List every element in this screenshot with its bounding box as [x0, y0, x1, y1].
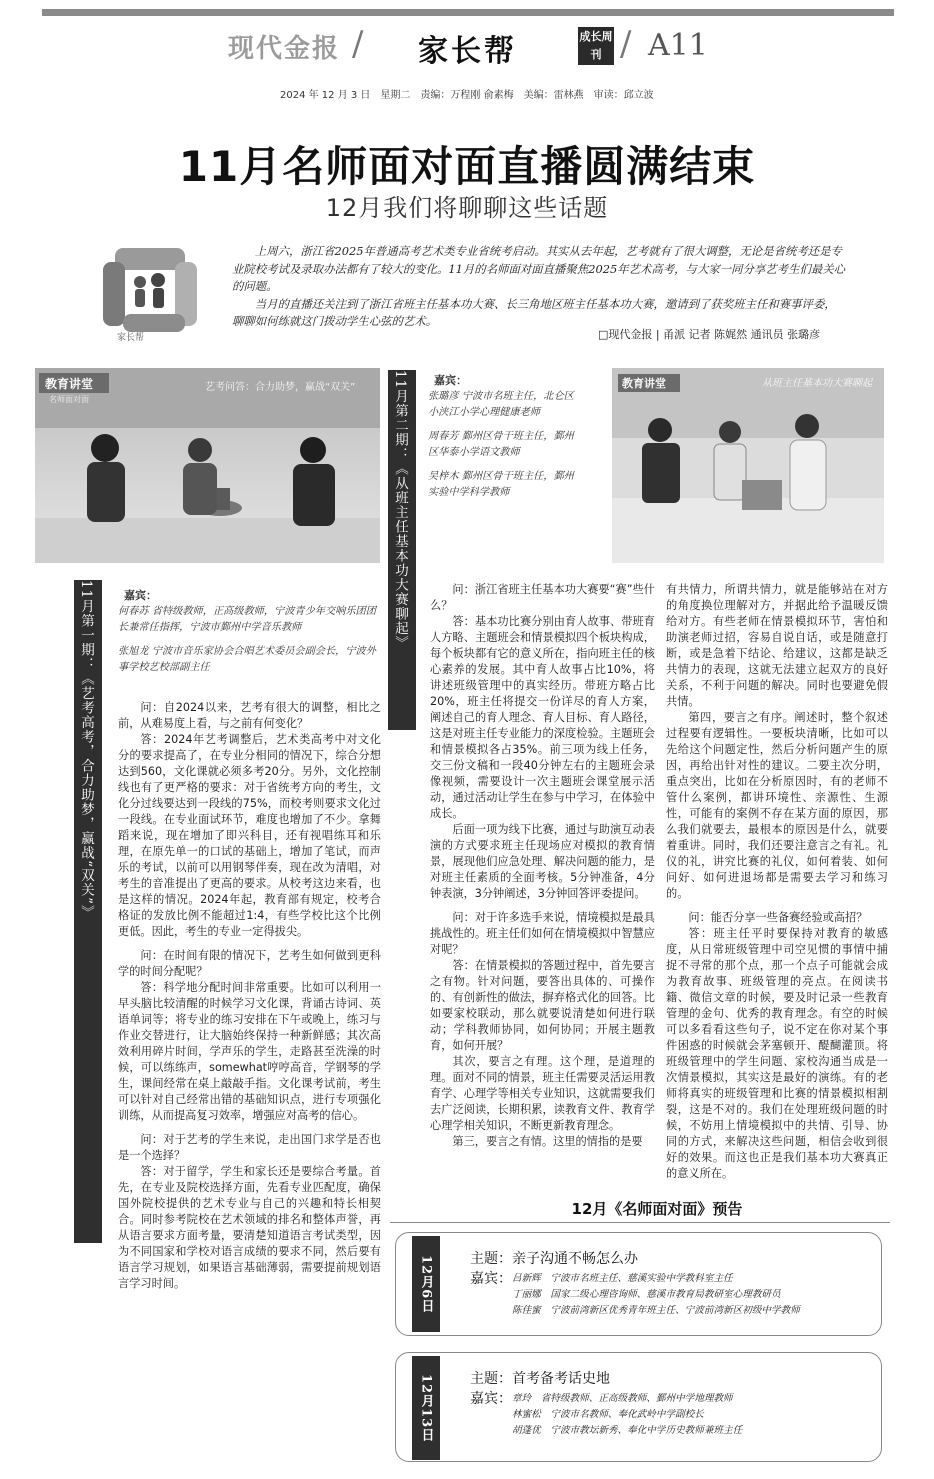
guest-entry: 吴梓木 鄞州区骨干班主任，鄞州实验中学科学教师 [428, 471, 574, 498]
session1-article [118, 700, 381, 1470]
issue-info: 2024 年 12 月 3 日 星期二 责编：万程刚 俞素梅 美编：雷林燕 审读：邱立波 [280, 90, 654, 101]
forecast-date: 12月6日 [412, 1236, 440, 1332]
family-hands-logo-icon [95, 240, 205, 345]
byline: □现代金报 | 甬派 记者 陈娓然 通讯员 张璐彦 [598, 328, 821, 341]
forecast-title: 12月《名师面对面》预告 [571, 1200, 743, 1218]
session2-photo [612, 368, 884, 563]
session1-photo [35, 368, 380, 563]
session2-guests [428, 373, 578, 509]
photo1-sub: 名师面对面 [49, 395, 89, 404]
photo1-logo: 教育讲堂 [45, 377, 94, 391]
masthead-slash: / [352, 24, 364, 64]
forecast-guests [512, 1391, 742, 1439]
question: 问：对于艺考的学生来说，走出国门求学是否也是一个选择？ [118, 1133, 381, 1162]
question: 问：能否分享一些备赛经验或高招？ [688, 911, 868, 924]
answer: 答：基本功比赛分别由育人故事、带班育人方略、主题班会和情景模拟四个板块构成，每个板块都有它的意义所在，指向班主任的核心素养的发展。其中育人故事占比10%，将讲述班级管理中的真实经历。带班方略占比20%，班主任将提交一份详尽的育人方案，阐述自己的育人理念、育人目标、育人路径，这是对班主任专业能力的深度检验。主题班会和情景模拟各占35%。前三项为线上任务，交三份文稿和一段40分钟左右的主题班会录像视频，需要设计一次主题班会课堂展示活动，通过活动让学生在参与中学习，在体验中成长。 [430, 615, 655, 820]
guest-line: 丁丽娜 国家二级心理咨询师、慈溪市教育局教研室心理教研员 [512, 1289, 781, 1300]
guest-label: 嘉宾： [470, 1391, 512, 1407]
guest-entry: 何春苏 省特级教师，正高级教师，宁波青少年交响乐团团长兼常任指挥，宁波市鄞州中学音乐教师 [118, 606, 376, 633]
question: 问：浙江省班主任基本功大赛要“赛”些什么？ [430, 583, 655, 612]
photo1-caption: 艺考问答：合力助梦，赢战“双关” [205, 382, 356, 393]
question: 问：自2024以来，艺考有很大的调整，相比之前，从难易度上看，与之前有何变化？ [118, 701, 381, 730]
topic-label: 主题： [470, 1251, 512, 1267]
question: 问：在时间有限的情况下，艺考生如何做到更科学的时间分配呢？ [118, 949, 381, 978]
guest-entry: 周春芳 鄞州区骨干班主任，鄞州区华泰小学语文教师 [428, 431, 574, 458]
guest-entry: 张璐彦 宁波市名班主任，北仑区小浃江小学心理健康老师 [428, 391, 574, 418]
subheadline: 12月我们将聊聊这些话题 [325, 194, 609, 222]
forecast-date: 12月13日 [412, 1356, 440, 1460]
guests-title: 嘉宾： [434, 374, 467, 387]
answer: 第四，要言之有序。阐述时，整个叙述过程要有逻辑性。一要板块清晰，比如可以先给这个问题定性，然后分析问题产生的原因，再给出针对性的建议。二要主次分明，重点突出，比如在分析原因时，有的老师不管什么案例，都讲环境性、亲源性、生源性，可能有的案例不存在某方面的原因，那么我们就要去，最根本的原因是什么，就要着重讲。同时，我们还要注意言之有礼。礼仪的礼，讲究比赛的礼仪，如何着装、如何问好、如何进退场都是需要去学习和练习的。 [666, 711, 888, 900]
intro-paragraph: 上周六，浙江省2025年普通高考艺术类专业省统考启动。其实从去年起，艺考就有了很大调整，无论是省统考还是专业院校考试及录取办法都有了较大的变化。11月的名师面对面直播聚焦2025年艺术高考，与大家一同分享艺考生们最关心的问题。 [232, 244, 846, 294]
forecast-guests [512, 1271, 800, 1319]
forecast-topic [470, 1368, 610, 1388]
guest-label: 嘉宾： [470, 1271, 512, 1287]
guests-title: 嘉宾： [124, 589, 157, 602]
intro-text [232, 243, 847, 331]
photo2-caption: 从班主任基本功大赛聊起 [762, 378, 872, 389]
session2-article-col2 [666, 582, 888, 1182]
topic-text: 首考备考话史地 [512, 1371, 610, 1387]
topic-label: 主题： [470, 1371, 512, 1387]
topic-text: 亲子沟通不畅怎么办 [512, 1251, 638, 1267]
guest-line: 章玲 省特级教师、正高级教师、鄞州中学地理教师 [512, 1393, 733, 1404]
session1-guests [118, 588, 380, 684]
guest-line: 胡蓬优 宁波市教坛新秀、奉化中学历史教师兼班主任 [512, 1425, 743, 1436]
answer: 第三，要言之有情。这里的情指的是要 [452, 1135, 643, 1148]
answer: 答：2024年艺考调整后，艺术类高考中对文化分的要求提高了，在专业分相同的情况下，综合分想达到560，文化课就必须多考20分。另外，文化控制线也有了更严格的要求：对于省统考方向的考生，文化分过线要达到一段线的75%，而校考则要求文化过一段线。在专业面试环节，难度也增加了不少。拿舞蹈来说，现在增加了即兴科目，还有视唱练耳和乐理，在原先单一的口试的基础上，增加了笔试，而声乐的考试，以前可以用钢琴伴奏，现在改为清唱，对考生的音准提出了更高的要求。从校考这边来看，也是这样的情况。2024年起，教育部有规定，校考合格证的发放比例不能超过1:4，有些学校比这个比例更低。因此，考生的专业一定得拔尖。 [118, 733, 381, 938]
answer: 其次，要言之有理。这个理，是道理的理。面对不同的情景，班主任需要灵活运用教育学、心理学等相关专业知识，这就需要我们去广泛阅读，长期积累，读教育文件、教育学心理学相关知识，不断更新教育理念。 [430, 1055, 655, 1132]
forecast-rule [390, 1222, 890, 1223]
masthead-slash: / [620, 24, 632, 64]
top-rule [42, 9, 894, 16]
intro-paragraph: 当月的直播还关注到了浙江省班主任基本功大赛、长三角地区班主任基本功大赛，邀请到了获奖班主任和赛事评委，聊聊如何练就这门拨动学生心弦的艺术。 [232, 296, 836, 329]
page-number: A11 [648, 28, 708, 63]
guest-line: 林蜜松 宁波市名教师、奉化武岭中学副校长 [512, 1409, 704, 1420]
answer: 有共情力，所谓共情力，就是能够站在对方的角度换位理解对方，并据此给予温暖反馈给对方。有些老师在情景模拟环节，害怕和助演老师过招，容易自说自话，或是随意打断，或是急着下结论、给建议，这都是缺乏共情力的表现，这就无法建立起双方的良好关系，不利于问题的解决。同时也要避免假共情。 [666, 583, 888, 708]
newspaper-name: 现代金报 [228, 34, 341, 64]
session2-banner: 11月第二期：《从班主任基本功大赛聊起》 [388, 370, 416, 730]
section-name: 家长帮 [418, 34, 517, 69]
guest-line: 陈佳蜜 宁波前湾新区优秀青年班主任、宁波前湾新区初级中学教师 [512, 1305, 800, 1316]
answer: 后面一项为线下比赛，通过与助演互动表演的方式要求班主任现场应对模拟的教育情景，展现他们应急处理、解决问题的能力，是对班主任素质的全面考核。5分钟准备，4分钟表演，3分钟阐述，3分钟回答评委提问。 [430, 823, 655, 900]
headline: 11月名师面对面直播圆满结束 [178, 142, 756, 191]
forecast-topic [470, 1248, 638, 1268]
session2-article-col1 [430, 582, 655, 1182]
photo2-logo: 教育讲堂 [622, 377, 666, 390]
answer: 答：班主任平时要保持对教育的敏感度，从日常班级管理中司空见惯的事情中捕捉不寻常的那个点，那一个点子可能就会成为教育故事、班级管理的亮点。在阅读书籍、微信文章的时候，要及时记录一些教育管理的金句、优秀的教育理念。有空的时候可以多看看这些句子，说不定在你对某个事件困惑的时候就会茅塞顿开、醍醐灌顶。将班级管理中的学生问题、家校沟通当成是一次情景模拟，其实这是最好的演练。有的老师将真实的班级管理和比赛的情景模拟相割裂，这是不对的。我们在处理班级问题的时候，不妨用上情境模拟中的共情、引导、协同的方式，来解决这些问题，相信会收到很好的效果。而这也正是我们基本功大赛真正的意义所在。 [666, 927, 888, 1180]
answer: 答：对于留学，学生和家长还是要综合考量。首先，在专业及院校选择方面，先看专业匹配度，确保国外院校提供的艺术专业与自己的兴趣和特长相契合。同时参考院校在艺术领域的排名和整体声誉，再从语言要求方面考量，要清楚知道语言考试类型，因为不同国家和学校对语言成绩的要求不同，然后要有语言学习规划，如果语言基础薄弱，需要提前规划语言学习时间。 [118, 1165, 381, 1290]
section-badge: 成长周刊 [578, 27, 614, 65]
question: 问：对于许多选手来说，情境模拟是最具挑战性的。班主任们如何在情境模拟中智慧应对呢？ [430, 911, 655, 956]
session1-banner: 11月第一期：《艺考高考，合力助梦，赢战“双关”》 [74, 580, 102, 1243]
answer: 答：在情景模拟的答题过程中，首先要言之有物。针对问题，要答出具体的、可操作的、有创新性的做法，摒弃格式化的回答。比如要家校联动，那么就要说清楚如何进行联动；学科教师协同，如何协同；开展主题教育，如何开展？ [430, 959, 655, 1052]
guest-line: 吕新辉 宁波市名班主任、慈溪实验中学教科室主任 [512, 1273, 733, 1284]
guest-entry: 张旭龙 宁波市音乐家协会合唱艺术委员会副会长，宁波外事学校艺校部副主任 [118, 646, 376, 673]
logo-text: 家长帮 [117, 333, 145, 343]
answer: 答：科学地分配时间非常重要。比如可以利用一早头脑比较清醒的时候学习文化课，背诵古诗词、英语单词等；将专业的练习安排在下午或晚上，练习与作业交替进行，让大脑始终保持一种新鲜感；其次高效利用碎片时间，学声乐的学生，走路甚至洗澡的时候，可以练练声，somewhat哼哼高音，学钢琴的学生，课间经常在桌上敲敲手指。文化课考试前，考生可以针对自己经常出错的基础知识点，进行专项强化训练，从而提高复习效率，增强应对高考的信心。 [118, 981, 381, 1122]
